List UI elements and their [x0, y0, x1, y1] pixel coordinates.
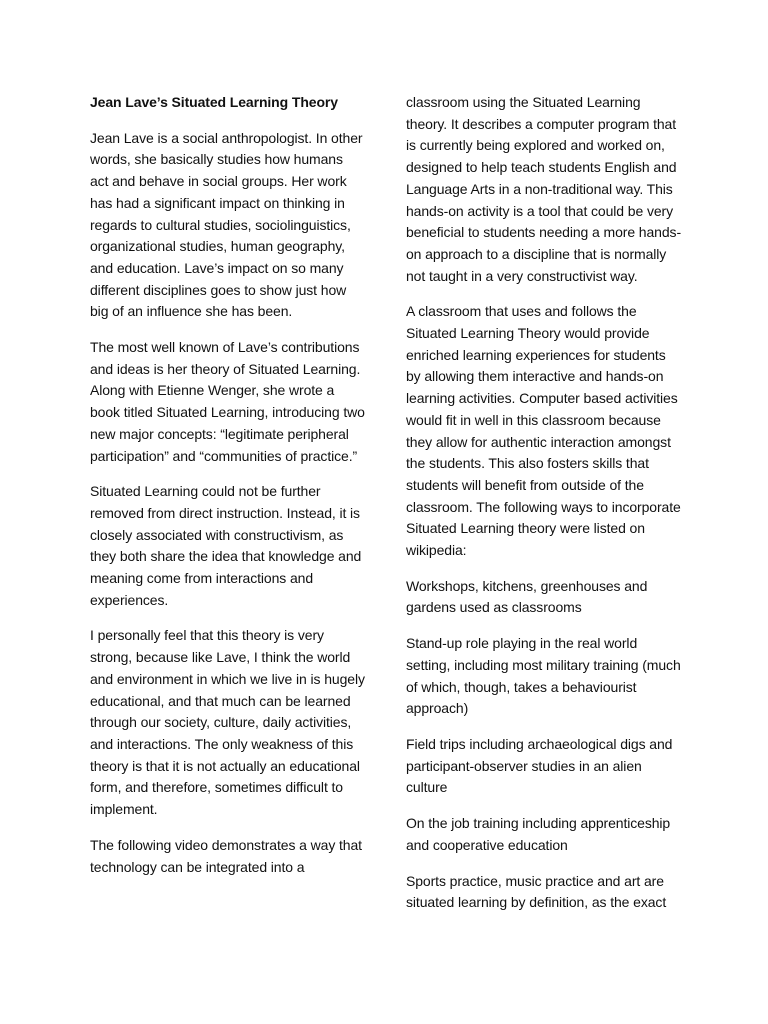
right-column [406, 92, 681, 928]
paragraph: Situated Learning could not be further removed from direct instruction. Instead, it is closely associated with constructivism, as they both share the idea that knowledge and meaning come from interactions and experiences. [90, 483, 362, 608]
document-title: Jean Lave’s Situated Learning Theory [90, 94, 338, 110]
paragraph: The most well known of Lave’s contributions and ideas is her theory of Situated Learning. Along with Etienne Wenger, she wrote a book titled Situated Learning, introducing two new major concepts: “legitimate peripheral participation” and “communities of practice.” [90, 339, 365, 464]
paragraph: I personally feel that this theory is very strong, because like Lave, I think the world and environment in which we live in is hugely educational, and that much can be learned through our society, culture, daily activities, and interactions. The only weakness of this theory is that it is not actually an educational form, and therefore, sometimes difficult to implement. [90, 627, 365, 818]
paragraph: Jean Lave is a social anthropologist. In other words, she basically studies how humans act and behave in social groups. Her work has had a significant impact on thinking in regards to cultural studies, sociolinguistics, organizational studies, human geography, and education. Lave’s impact on so many different disciplines goes to show just how big of an influence she has been. [90, 129, 363, 320]
list-item: Workshops, kitchens, greenhouses and gardens used as classrooms [406, 577, 648, 616]
list-item: Stand-up role playing in the real world setting, including most military training (much of which, though, takes a behaviourist approach) [406, 635, 681, 717]
paragraph: The following video demonstrates a way that technology can be integrated into a [90, 836, 362, 875]
left-column [90, 92, 365, 892]
list-item: On the job training including apprenticeship and cooperative education [406, 815, 671, 853]
paragraph: A classroom that uses and follows the Situated Learning Theory would provide enriched learning experiences for students by allowing them interactive and hands-on learning activities. Computer based activities would fit in well in this classroom because they allow for authentic interaction amongst the students. This also fosters skills that students will benefit from outside of the classroom. The following ways to incorporate Situated Learning theory were listed on wikipedia: [406, 303, 681, 559]
list-item: Field trips including archaeological digs and participant-observer studies in an alien culture [406, 735, 673, 796]
list-item: Sports practice, music practice and art are situated learning by definition, as the exact [406, 872, 667, 911]
paragraph: classroom using the Situated Learning theory. It describes a computer program that is currently being explored and worked on, designed to help teach students English and Language Arts in a non-traditional way. This hands-on activity is a tool that could be very beneficial to students needing a more hands-on approach to a discipline that is normally not taught in a very constructivist way. [406, 94, 682, 284]
